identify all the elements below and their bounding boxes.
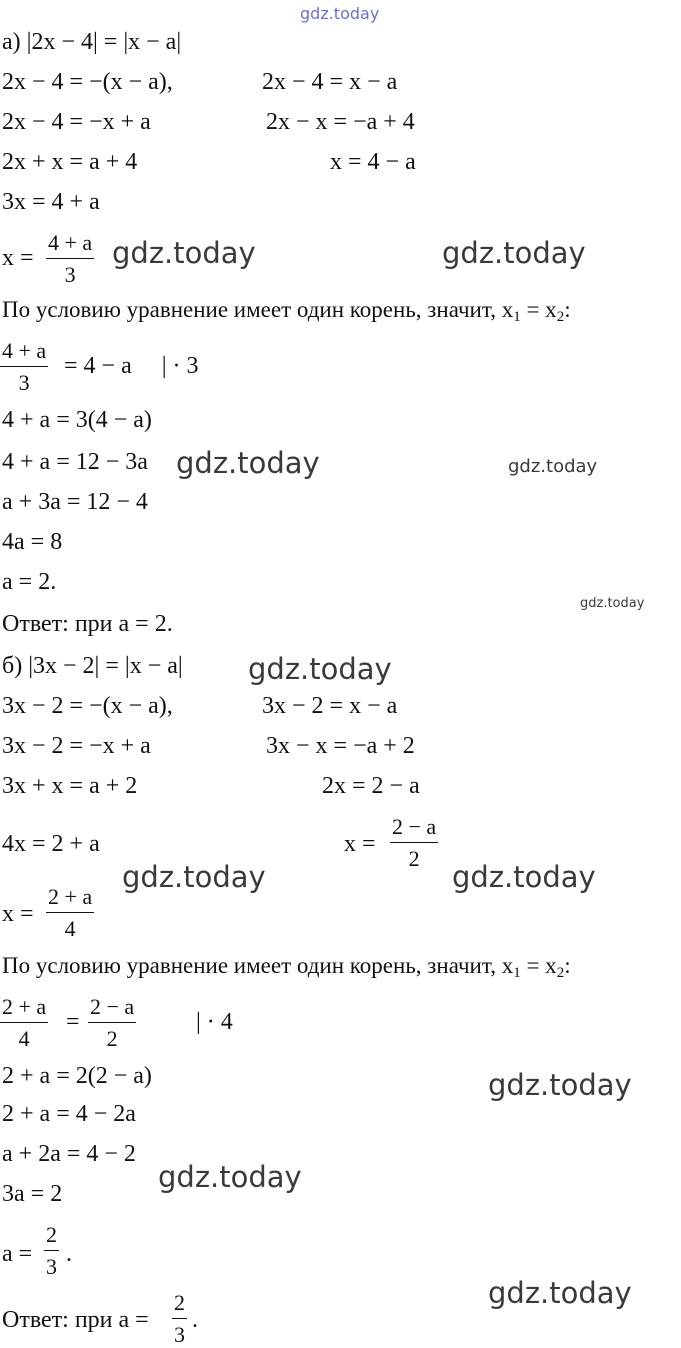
b-x-denominator: 4 <box>64 916 76 941</box>
b-line2-right: 3x − x = −a + 2 <box>266 733 415 759</box>
b-line3-left: 3x + x = a + 2 <box>2 773 138 799</box>
b-eq-right-fraction <box>88 994 136 1052</box>
b-answer-fraction <box>172 1290 187 1348</box>
b-eq-mult: | · 4 <box>196 1009 233 1035</box>
watermark-top: gdz.today <box>300 4 380 23</box>
b-eq-mid: = <box>66 1009 80 1035</box>
b-x-numerator: 2 + a <box>48 884 93 909</box>
b-cond-eq: = x <box>520 953 557 978</box>
watermark: gdz.today <box>508 456 598 477</box>
b-answer-prefix: Ответ: при a = <box>2 1307 149 1333</box>
b-eq-left-numerator: 2 + a <box>2 994 47 1019</box>
a-x-denominator: 3 <box>64 262 76 287</box>
a-cond-eq: = x <box>520 297 557 322</box>
a-eq-fraction <box>0 338 48 396</box>
a-line2-right: 2x − x = −a + 4 <box>266 109 415 135</box>
fraction-bar <box>172 1318 187 1319</box>
b-answer-numerator: 2 <box>174 1290 185 1315</box>
b-eq-left-denominator: 4 <box>18 1026 30 1051</box>
b-xr-fraction <box>390 814 438 872</box>
a-answer: Ответ: при a = 2. <box>2 611 173 637</box>
b-sub2: 2 <box>556 965 565 981</box>
b-xr-denominator: 2 <box>408 846 420 871</box>
a-x-numerator: 4 + a <box>48 230 93 255</box>
b-answer-denominator: 3 <box>174 1322 185 1347</box>
a-step1: 4 + a = 3(4 − a) <box>2 407 152 433</box>
watermark: gdz.today <box>488 1068 632 1102</box>
b-line1-left: 3x − 2 = −(x − a), <box>2 693 173 719</box>
watermark: gdz.today <box>158 1160 302 1194</box>
fraction-bar <box>44 1250 59 1251</box>
b-line1-right: 3x − 2 = x − a <box>262 693 398 719</box>
b-a-denominator: 3 <box>46 1254 57 1279</box>
a-eq-denominator: 3 <box>18 370 30 395</box>
watermark: gdz.today <box>248 652 392 686</box>
fraction-bar <box>46 912 94 913</box>
a-line1-right: 2x − 4 = x − a <box>262 69 398 95</box>
a-line3-left: 2x + x = a + 4 <box>2 149 138 175</box>
b-a-fraction <box>44 1222 59 1280</box>
a-x-fraction <box>46 230 94 288</box>
a-eq-rest: = 4 − a | · 3 <box>64 353 199 379</box>
b-a-prefix: a = <box>2 1241 33 1267</box>
b-xr-prefix: x = <box>344 831 376 857</box>
a-condition-text: По условию уравнение имеет один корень, значит, x <box>2 297 514 322</box>
watermark: gdz.today <box>580 596 645 611</box>
fraction-bar <box>46 258 94 259</box>
b-eq-right-denominator: 2 <box>106 1026 118 1051</box>
b-x-prefix: x = <box>2 901 34 927</box>
a-condition <box>2 298 571 325</box>
a-line3-right: x = 4 − a <box>330 149 416 175</box>
b-step1: 2 + a = 2(2 − a) <box>2 1063 152 1089</box>
b-a-numerator: 2 <box>46 1222 57 1247</box>
b-condition-text: По условию уравнение имеет один корень, значит, x <box>2 953 514 978</box>
b-eq-left-fraction <box>0 994 48 1052</box>
fraction-bar <box>88 1022 136 1023</box>
part-a-header: а) |2x − 4| = |x − a| <box>2 29 182 55</box>
fraction-bar <box>0 1022 48 1023</box>
a-step2: 4 + a = 12 − 3a <box>2 449 148 475</box>
b-condition <box>2 954 571 981</box>
fraction-bar <box>0 366 48 367</box>
a-step3: a + 3a = 12 − 4 <box>2 489 148 515</box>
a-step4: 4a = 8 <box>2 529 63 555</box>
a-eq-numerator: 4 + a <box>2 338 47 363</box>
b-step2: 2 + a = 4 − 2a <box>2 1101 136 1127</box>
b-sub1: 1 <box>513 965 521 981</box>
b-line2-left: 3x − 2 = −x + a <box>2 733 151 759</box>
part-b-header: б) |3x − 2| = |x − a| <box>2 653 183 679</box>
b-x-fraction <box>46 884 94 942</box>
a-sub1: 1 <box>513 309 521 325</box>
a-line1-left: 2x − 4 = −(x − a), <box>2 69 173 95</box>
watermark: gdz.today <box>122 860 266 894</box>
fraction-bar <box>390 842 438 843</box>
b-xr-numerator: 2 − a <box>392 814 437 839</box>
watermark: gdz.today <box>488 1276 632 1310</box>
b-a-dot: . <box>66 1241 72 1267</box>
watermark: gdz.today <box>452 860 596 894</box>
watermark: gdz.today <box>176 446 320 480</box>
a-sub2: 2 <box>556 309 565 325</box>
b-step4: 3a = 2 <box>2 1181 63 1207</box>
b-step3: a + 2a = 4 − 2 <box>2 1141 136 1167</box>
b-line3-right: 2x = 2 − a <box>322 773 420 799</box>
a-line4-left: 3x = 4 + a <box>2 189 100 215</box>
b-eq-right-numerator: 2 − a <box>90 994 135 1019</box>
a-x-prefix: x = <box>2 245 34 271</box>
b-line4-left: 4x = 2 + a <box>2 831 100 857</box>
watermark: gdz.today <box>442 236 586 270</box>
b-colon: : <box>564 953 571 978</box>
a-step5: a = 2. <box>2 569 57 595</box>
a-colon: : <box>564 297 571 322</box>
a-line2-left: 2x − 4 = −x + a <box>2 109 151 135</box>
b-answer-dot: . <box>192 1307 198 1333</box>
watermark: gdz.today <box>112 236 256 270</box>
